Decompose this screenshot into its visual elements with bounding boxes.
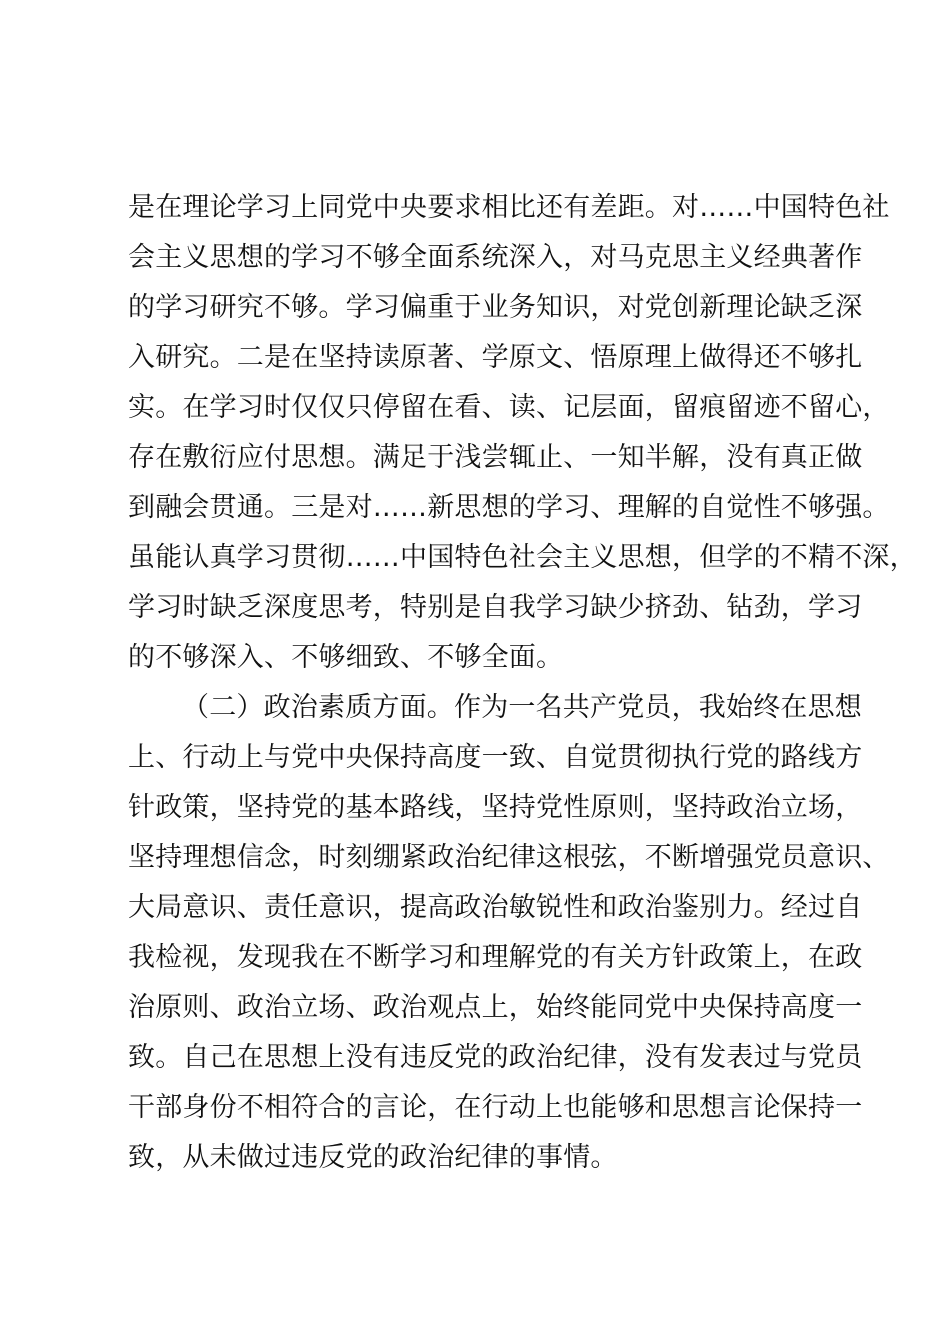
- text-line: 虽能认真学习贯彻……中国特色社会主义思想，但学的不精不深，: [128, 542, 917, 573]
- text-line: 学习时缺乏深度思考，特别是自我学习缺少挤劲、钻劲，学习: [128, 592, 863, 623]
- text-line: 的学习研究不够。学习偏重于业务知识，对党创新理论缺乏深: [128, 292, 863, 323]
- text-line: 坚持理想信念，时刻绷紧政治纪律这根弦，不断增强党员意识、: [128, 842, 890, 873]
- text-line: 的不够深入、不够细致、不够全面。: [128, 642, 564, 673]
- text-line: 我检视，发现我在不断学习和理解党的有关方针政策上，在政: [128, 942, 863, 973]
- text-line: 存在敷衍应付思想。满足于浅尝辄止、一知半解，没有真正做: [128, 442, 863, 473]
- text-line: 致。自己在思想上没有违反党的政治纪律，没有发表过与党员: [128, 1042, 863, 1073]
- text-line: 到融会贯通。三是对……新思想的学习、理解的自觉性不够强。: [128, 492, 890, 523]
- text-line: 会主义思想的学习不够全面系统深入，对马克思主义经典著作: [128, 242, 863, 273]
- text-line: 大局意识、责任意识，提高政治敏锐性和政治鉴别力。经过自: [128, 892, 863, 923]
- text-line: 针政策，坚持党的基本路线，坚持党性原则，坚持政治立场，: [128, 792, 863, 823]
- text-line: 干部身份不相符合的言论，在行动上也能够和思想言论保持一: [128, 1092, 863, 1123]
- paragraph-heading-line: （二）政治素质方面。作为一名共产党员，我始终在思想: [182, 692, 862, 723]
- text-line: 上、行动上与党中央保持高度一致、自觉贯彻执行党的路线方: [128, 742, 863, 773]
- text-line: 致，从未做过违反党的政治纪律的事情。: [128, 1142, 618, 1173]
- text-line: 入研究。二是在坚持读原著、学原文、悟原理上做得还不够扎: [128, 342, 863, 373]
- text-line: 实。在学习时仅仅只停留在看、读、记层面，留痕留迹不留心，: [128, 392, 890, 423]
- text-line: 治原则、政治立场、政治观点上，始终能同党中央保持高度一: [128, 992, 863, 1023]
- text-line: 是在理论学习上同党中央要求相比还有差距。对……中国特色社: [128, 192, 890, 223]
